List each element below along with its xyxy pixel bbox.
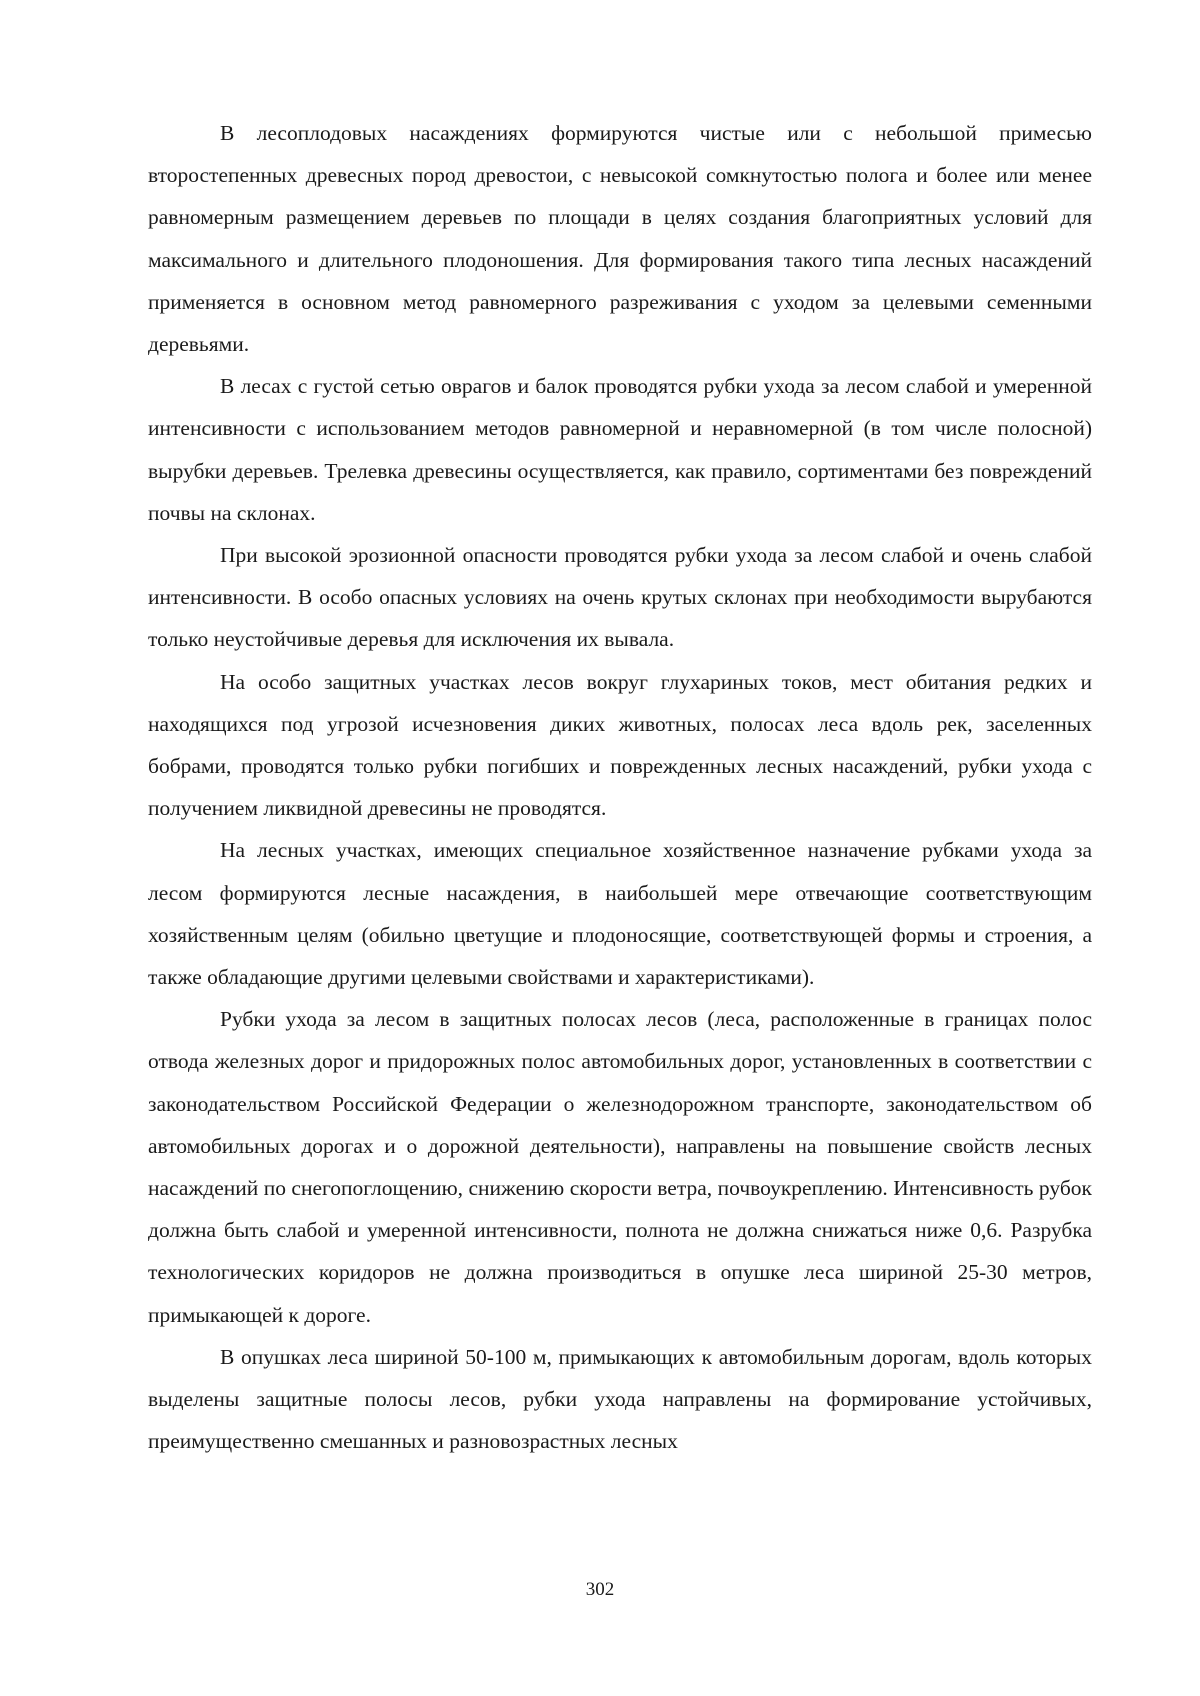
paragraph: На особо защитных участках лесов вокруг глухариных токов, мест обитания редких и находящихся под угрозой исчезновения диких животных, полосах леса вдоль рек, заселенных бобрами, проводятся только рубки погибших и поврежденных лесных насаждений, рубки ухода с получением ликвидной древесины не проводятся.	[148, 669, 1092, 821]
paragraph: В лесоплодовых насаждениях формируются чистые или с небольшой примесью второстепенных древесных пород древостои, с невысокой сомкнутостью полога и более или менее равномерным размещением деревьев по площади в целях создания благоприятных условий для максимального и длительного плодоношения. Для формирования такого типа лесных насаждений применяется в основном метод равномерного разреживания с уходом за целевыми семенными деревьями.	[148, 121, 1092, 357]
paragraph: На лесных участках, имеющих специальное хозяйственное назначение рубками ухода за лесом формируются лесные насаждения, в наибольшей мере отвечающие соответствующим хозяйственным целям (обильно цветущие и плодоносящие, соответствующей формы и строения, а также обладающие другими целевыми свойствами и характеристиками).	[148, 838, 1092, 990]
paragraph: Рубки ухода за лесом в защитных полосах лесов (леса, расположенные в границах полос отвода железных дорог и придорожных полос автомобильных дорог, установленных в соответствии с законодательством Российской Федерации о железнодорожном транспорте, законодательством об автомобильных дорогах и о дорожной деятельности), направлены на повышение свойств лесных насаждений по снегопоглощению, снижению скорости ветра, почвоукреплению. Интенсивность рубок должна быть слабой и умеренной интенсивности, полнота не должна снижаться ниже 0,6. Разрубка технологических коридоров не должна производиться в опушке леса шириной 25-30 метров, примыкающей к дороге.	[148, 1007, 1092, 1327]
paragraph: В лесах с густой сетью оврагов и балок проводятся рубки ухода за лесом слабой и умеренной интенсивности с использованием методов равномерной и неравномерной (в том числе полосной) вырубки деревьев. Трелевка древесины осуществляется, как правило, сортиментами без повреждений почвы на склонах.	[148, 374, 1092, 525]
paragraph: В опушках леса шириной 50-100 м, примыкающих к автомобильным дорогам, вдоль которых выделены защитные полосы лесов, рубки ухода направлены на формирование устойчивых, преимущественно смешанных и разновозрастных лесных	[148, 1344, 1092, 1454]
paragraph: При высокой эрозионной опасности проводятся рубки ухода за лесом слабой и очень слабой интенсивности. В особо опасных условиях на очень крутых склонах при необходимости вырубаются только неустойчивые деревья для исключения их вывала.	[148, 543, 1092, 652]
page-number: 302	[585, 1579, 615, 1600]
document-page	[148, 112, 1092, 1552]
